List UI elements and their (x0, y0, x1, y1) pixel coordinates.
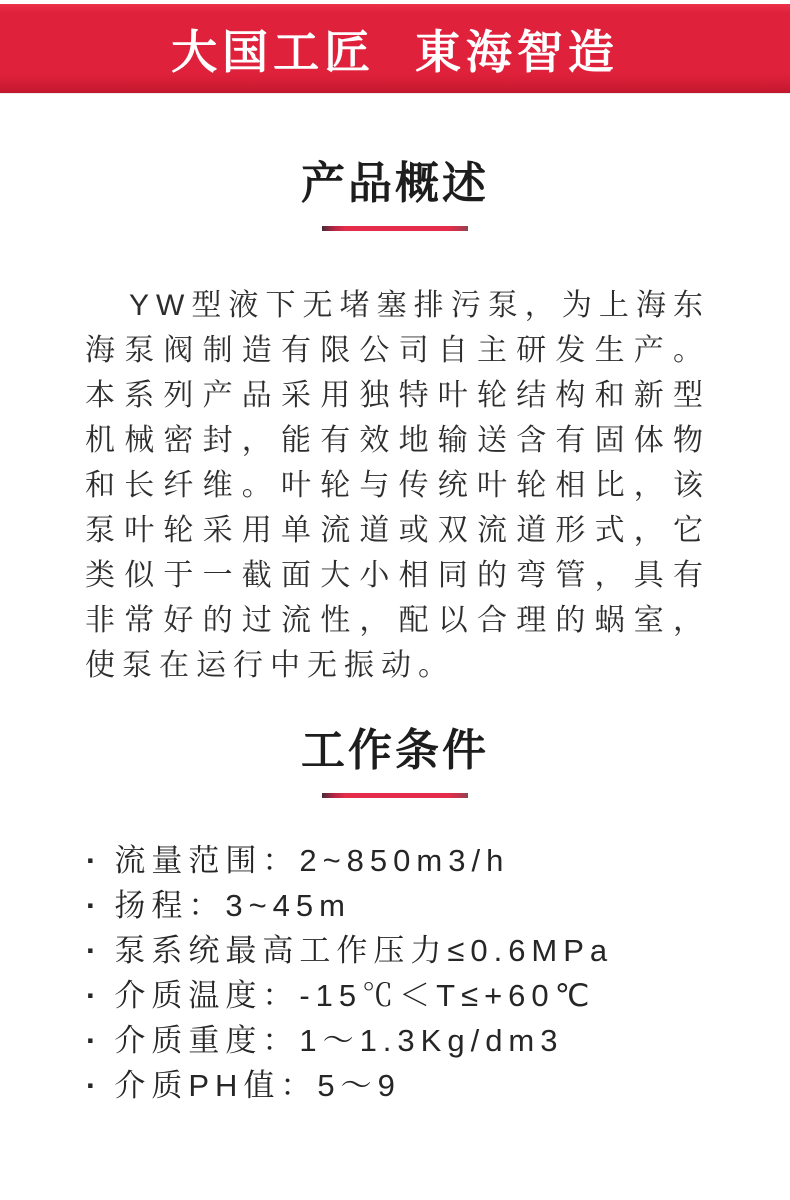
condition-item-medium-temperature (86, 973, 790, 1018)
bullet-icon: · (86, 933, 103, 968)
condition-item-medium-density (86, 1018, 790, 1063)
bullet-icon: · (86, 843, 103, 878)
section-product-overview (0, 93, 790, 688)
condition-item-label: 介质重度：1～1.3Kg/dm3 (114, 1023, 564, 1058)
condition-item-max-pressure (86, 928, 790, 973)
conditions-list (86, 838, 790, 1108)
bullet-icon: · (86, 1068, 103, 1103)
top-banner (0, 4, 790, 93)
condition-item-label: 泵系统最高工作压力≤0.6MPa (114, 933, 614, 968)
bullet-icon: · (86, 888, 103, 923)
section-working-conditions (0, 688, 790, 1108)
condition-item-label: 扬程：3~45m (114, 888, 351, 923)
section-title-conditions: 工作条件 (301, 726, 489, 775)
bullet-icon: · (86, 1023, 103, 1058)
condition-item-head (86, 883, 790, 928)
condition-item-flow-range (86, 838, 790, 883)
condition-item-label: 介质PH值：5～9 (114, 1068, 401, 1103)
title-underline-overview (322, 226, 468, 231)
banner-title: 大国工匠 東海智造 (171, 25, 619, 78)
title-underline-conditions (322, 793, 468, 798)
condition-item-label: 流量范围：2~850m3/h (114, 843, 510, 878)
condition-item-medium-ph (86, 1063, 790, 1108)
section-title-overview: 产品概述 (301, 159, 489, 208)
bullet-icon: · (86, 978, 103, 1013)
condition-item-label: 介质温度：-15℃＜T≤+60℃ (114, 978, 596, 1013)
overview-paragraph: YW型液下无堵塞排污泵，为上海东海泵阀制造有限公司自主研发生产。本系列产品采用独特叶轮结构和新型机械密封，能有效地输送含有固体物和长纤维。叶轮与传统叶轮相比，该泵叶轮采用单流道或双流道形式，它类似于一截面大小相同的弯管，具有非常好的过流性，配以合理的蜗室，使泵在运行中无振动。 (85, 289, 710, 682)
